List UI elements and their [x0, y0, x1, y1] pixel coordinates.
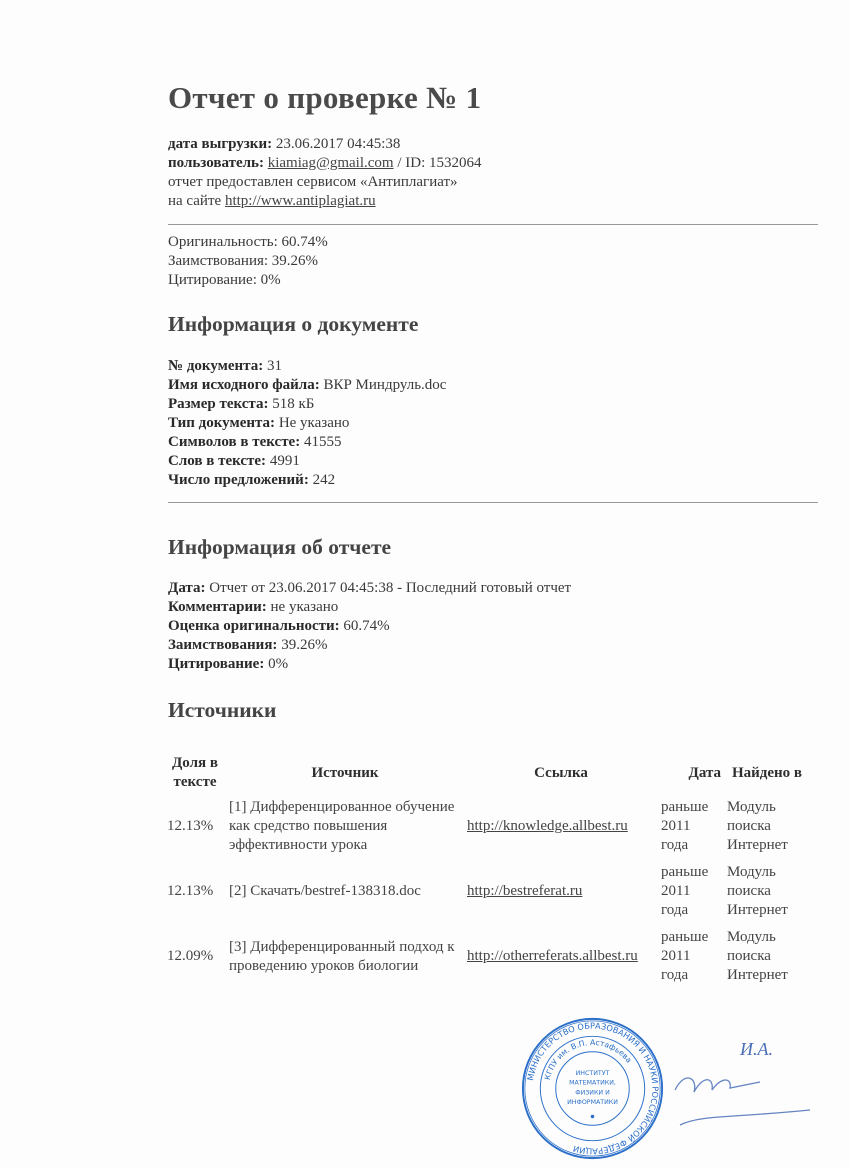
export-label: дата выгрузки:: [168, 136, 273, 152]
found-in: Модуль поиска Интернет: [727, 864, 788, 918]
sources-heading: Источники: [168, 698, 277, 722]
doc-info-row: Тип документа: Не указано: [168, 415, 350, 431]
official-stamp: [520, 1016, 665, 1161]
report-meta: [168, 135, 482, 211]
source-link[interactable]: http://bestreferat.ru: [467, 883, 583, 899]
signature: [670, 1020, 820, 1140]
sources-table: [164, 752, 810, 989]
col-date: Дата: [688, 764, 721, 781]
page-title: Отчет о проверке № 1: [168, 80, 482, 115]
report-info: [168, 579, 571, 674]
table-row: [164, 924, 810, 989]
citation: Цитирование: 0%: [168, 272, 281, 288]
source-link[interactable]: http://otherreferats.allbest.ru: [467, 948, 638, 964]
date: раньше 2011 года: [661, 929, 709, 983]
table-header: [164, 752, 810, 794]
stamp-outer-text: МИНИСТЕРСТВО ОБРАЗОВАНИЯ И НАУКИ РОССИЙСКОЙ ФЕДЕРАЦИИ: [525, 1020, 661, 1157]
report-info-row: Цитирование: 0%: [168, 656, 289, 672]
user-id: / ID: 1532064: [397, 155, 482, 171]
table-row: [164, 859, 810, 924]
signature-initials: И.А.: [740, 1039, 773, 1059]
doc-info-row: Имя исходного файла: ВКР Миндруль.doc: [168, 377, 447, 393]
report-info-row: Заимствования: 39.26%: [168, 637, 328, 653]
doc-info-row: Слов в тексте: 4991: [168, 453, 300, 469]
doc-info-row: № документа: 31: [168, 358, 282, 374]
divider: [168, 502, 818, 503]
source: [3] Дифференцированный подход к проведению уроков биологии: [229, 938, 455, 974]
doc-info-row: Размер текста: 518 кБ: [168, 396, 315, 412]
doc-info-row: Символов в тексте: 41555: [168, 434, 342, 450]
found-in: Модуль поиска Интернет: [727, 799, 788, 853]
divider: [168, 224, 818, 225]
service-line: отчет предоставлен сервисом «Антиплагиат»: [168, 174, 458, 190]
table-row: [164, 794, 810, 859]
export-value: 23.06.2017 04:45:38: [275, 136, 401, 152]
stamp-inner-text: ИНСТИТУТ МАТЕМАТИКИ, ФИЗИКИ И ИНФОРМАТИКИ: [567, 1069, 618, 1106]
share: 12.13%: [167, 883, 214, 899]
source-link[interactable]: http://knowledge.allbest.ru: [467, 818, 628, 834]
borrowing: Заимствования: 39.26%: [168, 253, 319, 269]
source: [1] Дифференцированное обучение как средство повышения эффективности урока: [229, 799, 455, 853]
site-prefix: на сайте: [168, 193, 222, 209]
date: раньше 2011 года: [661, 864, 709, 918]
originality: Оригинальность: 60.74%: [168, 234, 328, 250]
report-info-row: Дата: Отчет от 23.06.2017 04:45:38 - Последний готовый отчет: [168, 580, 572, 596]
user-email-link[interactable]: kiamiag@gmail.com: [267, 155, 394, 171]
found-in: Модуль поиска Интернет: [727, 929, 788, 983]
col-source: Источник: [311, 764, 379, 781]
share: 12.13%: [167, 818, 214, 834]
report-info-row: Комментарии: не указано: [168, 599, 339, 615]
col-share: Доля в тексте: [171, 755, 218, 790]
user-label: пользователь:: [168, 155, 264, 171]
col-found: Найдено в: [731, 764, 803, 781]
share: 12.09%: [167, 948, 214, 964]
site-link[interactable]: http://www.antiplagiat.ru: [224, 193, 376, 209]
doc-info-row: Число предложений: 242: [168, 472, 336, 488]
col-link: Ссылка: [534, 764, 588, 781]
date: раньше 2011 года: [661, 799, 709, 853]
report-info-heading: Информация об отчете: [168, 535, 392, 559]
doc-info: [168, 357, 446, 490]
stamp-middle-text: КГПУ им. В.П. Астафьева: [542, 1037, 634, 1081]
report-info-row: Оценка оригинальности: 60.74%: [168, 618, 390, 634]
doc-info-heading: Информация о документе: [168, 312, 419, 336]
summary: [168, 233, 328, 290]
source: [2] Скачать/bestref-138318.doc: [229, 883, 421, 899]
